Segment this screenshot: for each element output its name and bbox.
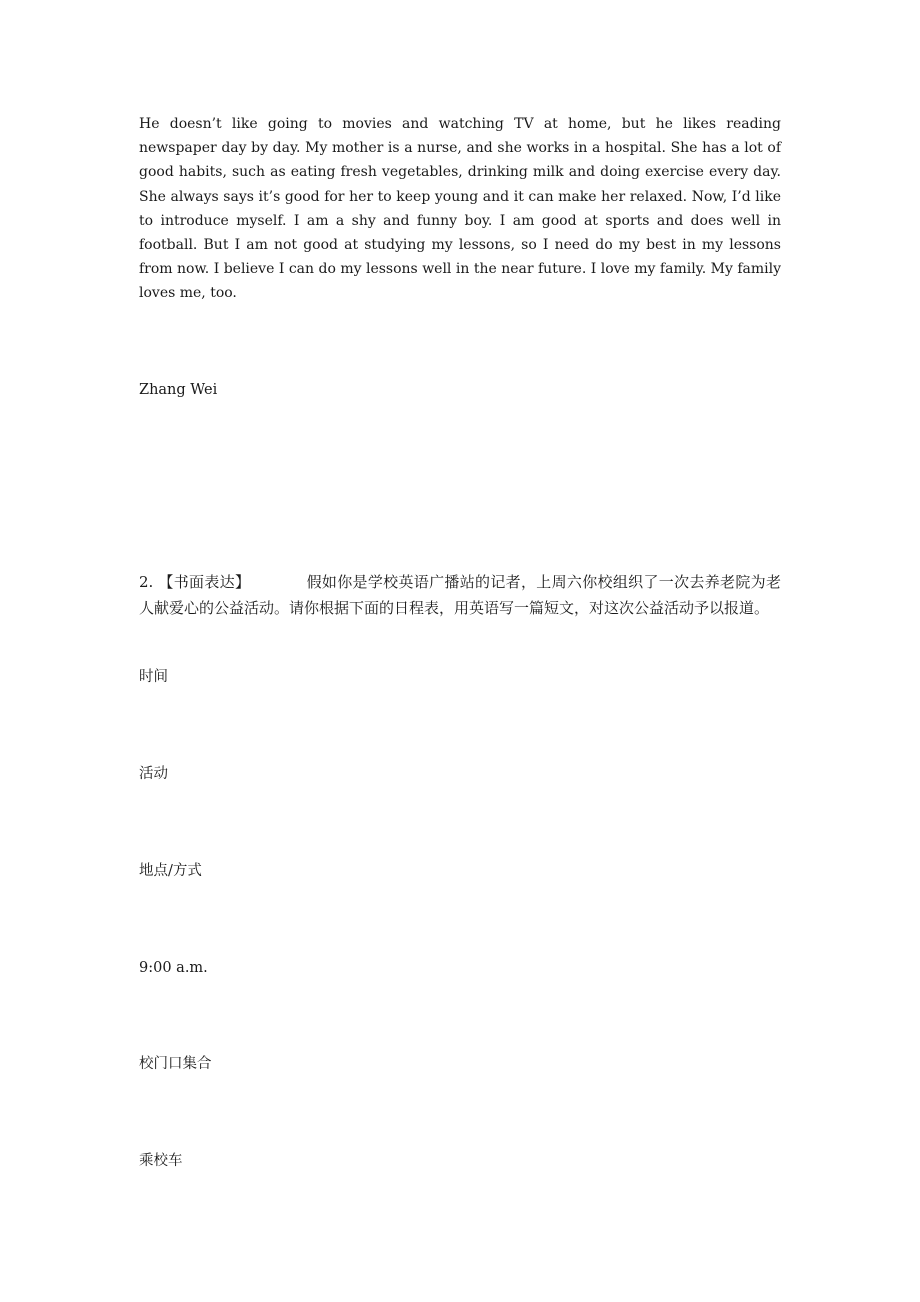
task-2-number: 2. (139, 573, 154, 591)
essay-body-paragraph: He doesn’t like going to movies and watching TV at home, but he likes reading newspaper day by day. My mother is a nurse, and she works in a hospital. She has a lot of good habits, such as eating fresh vegetables, drinking milk and doing exercise every day. She always says it’s good for her to keep young and it can make her relaxed. Now, I’d like to introduce myself. I am a shy and funny boy. I am good at sports and does well in football. But I am not good at studying my lessons, so I need do my best in my lessons from now. I believe I can do my lessons well in the near future. I love my family. My family loves me, too. (139, 116, 781, 302)
schedule-header-place: 地点/方式 (139, 863, 202, 879)
schedule-row1-time: 9:00 a.m. (139, 960, 208, 976)
schedule-row1-activity: 校门口集合 (139, 1056, 212, 1072)
task-2-heading (139, 570, 781, 621)
schedule-row1-place: 乘校车 (139, 1153, 183, 1169)
task-2-prompt: 假如你是学校英语广播站的记者，上周六你校组织了一次去养老院为老人献爱心的公益活动。请你根据下面的日程表，用英语写一篇短文，对这次公益活动予以报道。 (139, 573, 781, 617)
schedule-header-activity: 活动 (139, 766, 168, 782)
essay-signature: Zhang Wei (139, 382, 218, 398)
task-2-label: 【书面表达】 (158, 573, 251, 591)
schedule-header-time: 时间 (139, 669, 168, 685)
